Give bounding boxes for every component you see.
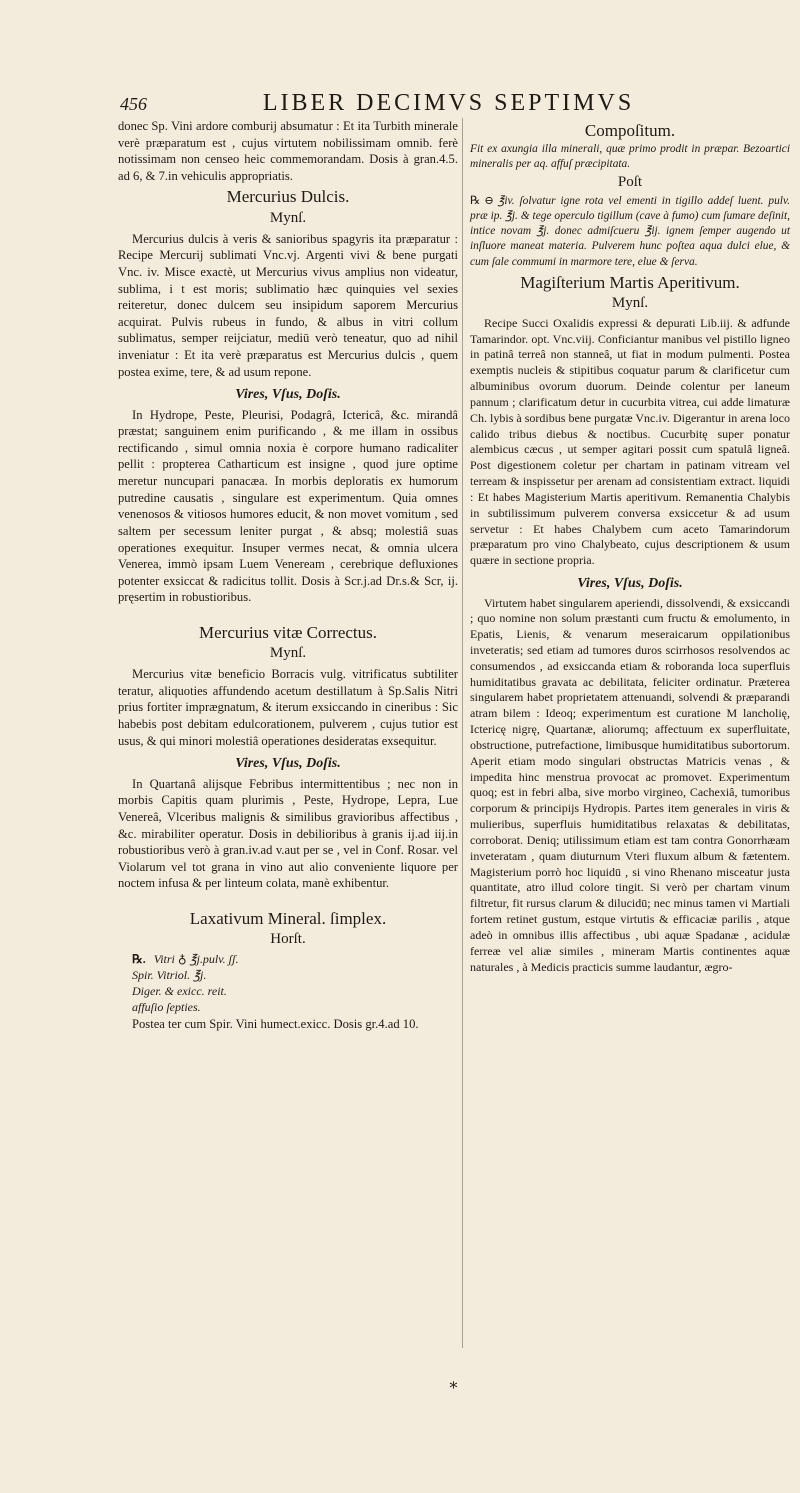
compositum-intro: Fit ex axungia illa minerali, quæ primo prodit in præpar. Bezoartici mineralis per aq. affuſ præcipitata. — [470, 143, 790, 171]
intro-paragraph: donec Sp. Vini ardore comburij absumatur : Et ita Turbith minerale verè præparatum est , cujus virtutem nobilissimam omnib. ferè notissimam non censeo heic commemorandam. Dosis à gran.4.5. ad 6, & 7.in vehiculis appropriatis. — [118, 119, 458, 183]
section-source: Mynſ. — [611, 295, 649, 311]
recipe-line: Spir. Vitriol. ℥j. — [132, 968, 207, 983]
spacer — [118, 892, 458, 906]
section-title-mercurius-vitae: Mercurius vitæ Correctus. — [199, 622, 377, 642]
left-column — [118, 118, 458, 1032]
running-title: LIBER DECIMVS SEPTIMVS — [262, 90, 635, 116]
vires-heading: Vires, Vſus, Doſis. — [577, 576, 683, 592]
section-title-magisterium: Magiſterium Martis Aperitivum. — [520, 272, 740, 292]
section-source: Mynſ. — [269, 645, 307, 662]
recipe-block — [118, 952, 458, 1015]
section-title-laxativum: Laxativum Mineral. ſimplex. — [189, 908, 387, 928]
spacer — [118, 606, 458, 620]
running-header — [120, 90, 770, 118]
column-divider — [462, 118, 463, 1348]
section-source: Horſt. — [270, 931, 306, 948]
right-column — [470, 118, 790, 975]
vires-heading: Vires, Vſus, Doſis. — [235, 387, 341, 403]
recipe-line: ℞. Vitri ♁ ℥j.pulv. ʃʃ. — [132, 952, 239, 967]
vires-body: In Quartanâ alijsque Febribus intermittentibus ; nec non in morbis Capitis quam plurimis , Peste, Hydrope, Lepra, Lue Venereâ, Vlceribus malignis & similibus gravioribus affectibus , &c. mirabiliter operatur. Dosis in debilioribus à granis ij.ad iij.in robustioribus verò à gran.iv.ad v.aut per se , vel in Conf. Rosar. vel Violarum vel tot grana in vino aut alio conveniente liquore per noctem infusa & per linteum colata, manè exhibentur. — [118, 776, 458, 891]
catchword-mark: ∗ — [448, 1375, 459, 1394]
recipe-note: Postea ter cum Spir. Vini humect.exicc. Dosis gr.4.ad 10. — [132, 1016, 419, 1031]
recipe-line: affuſio ſepties. — [132, 999, 201, 1014]
section-title-mercurius-dulcis: Mercurius Dulcis. — [226, 187, 350, 207]
section-body: Mercurius dulcis à veris & sanioribus spagyris ita præparatur : Recipe Mercurij sublimati Vnc.vj. Argenti vivi & bene purgati Vnc. iv. Misce exactè, ut Mercurius vivus amplius non videatur, sublima, i t est moris; sublimatio hæc quinquies vel sexies reiteretur, donec dulcem seu insipidum saporem Mercurius acquirat. Pulvis rubeus in fundo, & albus in vitri collum sublimatus, semper reijciatur, mediū verò teneatur, quo ad nihil inveniatur : Et ita verè præparatus est Mercurius dulcis , quem postea exime, tere, & ad usum repone. — [118, 231, 458, 379]
section-source: Mynſ. — [269, 209, 307, 226]
post-heading: Poſt — [617, 173, 643, 190]
post-body: ℞ ⊖ ℥iv. ſolvatur igne rota vel ementi in tigillo addeſ luent. pulv. præ ip. ℥j. & tege operculo tigillum (cave à fumo) cum ſumare deſinit, intice novam ℥j. donec admiſcueru ℥ij. ignem ſemper augendo ut inſluore maneat materia. Pulverem hunc poſtea aqua dulci elue, & cum ſale commumi in marmore tere, elue & ſerva. — [470, 195, 790, 268]
vires-body: In Hydrope, Peste, Pleurisi, Podagrâ, Ictericâ, &c. mirandâ præstat; sanguinem enim purificando , & me illam in ossibus rectificando , simul omnia noxia è corpore humano radicaliter pellit : propterea Catharticum est insigne , quod jure optime meretur nuncupari panacæa. In morbis deploratis ex humorum putredine causatis , singulare est experimentum. Quia omnes venenosos & vitiosos humores educit, & non movet vomitum , sed saltem per secessum leniter purgat , & absq; molestiâ suas operationes exequitur. Insuper vermes necat, & omnia ulcera Venerea, immò ipsam Luem Veneream , cerebrique defluxiones potenter exsiccat & radicitus tollit. Dosis à Scr.j.ad Dr.s.& Scr, ij. pręsertim in robustioribus. — [118, 407, 458, 605]
section-body: Mercurius vitæ beneficio Borracis vulg. vitrificatus subtiliter teratur, aliquoties affundendo acetum destillatum à Sp.Salis Nitri prius fortiter imprægnatum, & iterum exsiccando in cineribus : Sic habebis post debitam edulcorationem, pulverem , cujus tutior est usus, & qui minori molestiâ operationes desideratas exsequitur. — [118, 667, 458, 748]
recipe-line: Diger. & exicc. reit. — [132, 983, 227, 998]
section-body: Recipe Succi Oxalidis expressi & depurati Lib.iij. & adfunde Tamarindor. opt. Vnc.viij. Conficiantur manibus vel pistillo ligneo in patinâ terreâ non stanneâ, ut fiat in modum pulmenti. Postea exemptis nucleis & stipitibus coquatur parum & clarificetur cum albuminibus ovorum duorum. Deinde colentur per laneum pannum ; clarificatum detur in cucurbita vitrea, cui adde limaturæ Ch. lybis à sordibus bene purgatæ Vnc.iv. Digerantur in arena loco calido tribus diebus & noctibus. Cucurbitę super ponatur alembicus cæcus , ut semper agitari possit cum spatulâ ligneâ. Post digestionem coletur per chartam in patinam vitream vel terream & inspissetur per arenam ad consistentiam extract. liquidi : Et habes Magisterium Martis aperitivum. Remanentia Chalybis in subtilissimum pulverem conversa exsiccetur & ad usum servetur : Et habes Chalybem cum aceto Tamarindorum præparatum pro vino Chalybeato, cujus descriptionem & usum quære in sectione propria. — [470, 315, 790, 568]
recipe-symbol: ℞ — [470, 195, 481, 208]
page-number: 456 — [120, 94, 147, 114]
section-title-compositum: Compoſitum. — [584, 121, 676, 140]
alchemical-symbol: ⊖ — [484, 195, 494, 208]
vires-heading: Vires, Vſus, Doſis. — [235, 756, 341, 772]
vires-body: Virtutem habet singularem aperiendi, dissolvendi, & exsiccandi ; quo nomine non solum præstanti cum fructu & emolumento, in Epatis, Lienis, & venarum meseraicarum oppilationibus inveteratis; sed etiam ad tumores duros scirrhosos resolvendos ac consumendos , ad exsiccanda etiam & roboranda loca superfluis humiditatibus gravata ac debilitata, feliciter ordinatur. Præterea singularem habet proprietatem attenuandi, solvendi & præparandi atram bilem : Ideoq; experimentum est curatione M lancholię, Ictericę nigrę, Quartanæ, aliorumq; affectuum ex superfluitate, obstructione, putrefactione, limibusque humiditatibus subortorum. Aperit etiam modo singulari obstructas Matricis venas , & impedita hinc menstrua provocat ac promovet. Experimentum quoq; est in febri alba, sive morbo virgineo, Cachexiâ, tumoribus corporum & principijs Hydropis. Partes item generales in viris & mulieribus, superfluis humiditatibus relaxatas & debilitatas, corroborat. Deniq; utilissimum etiam est tam contra Gonorrhæam inveteratam , quam diuturnum Vteri fluxum album & fætentem. Magisterium porrò hoc liquidū , si vino Rhenano misceatur justa quantitate, atro illud colore tingit. Si verò per chartam vinum filtretur, fit rursus clarum & dilucidū; nec minus tamen vi Martiali fortem retinet gustum, estque virtutis & efficaciæ parilis , atque adeò in omnibus illis affectibus , ubi aquæ Spadanæ , acidulæ ferreæ vel aliæ similes , mineram Martis continentes aquæ naturales , à Medicis practicis summe laudantur, ægro- — [470, 595, 790, 974]
recipe-symbol: ℞. — [132, 952, 146, 967]
